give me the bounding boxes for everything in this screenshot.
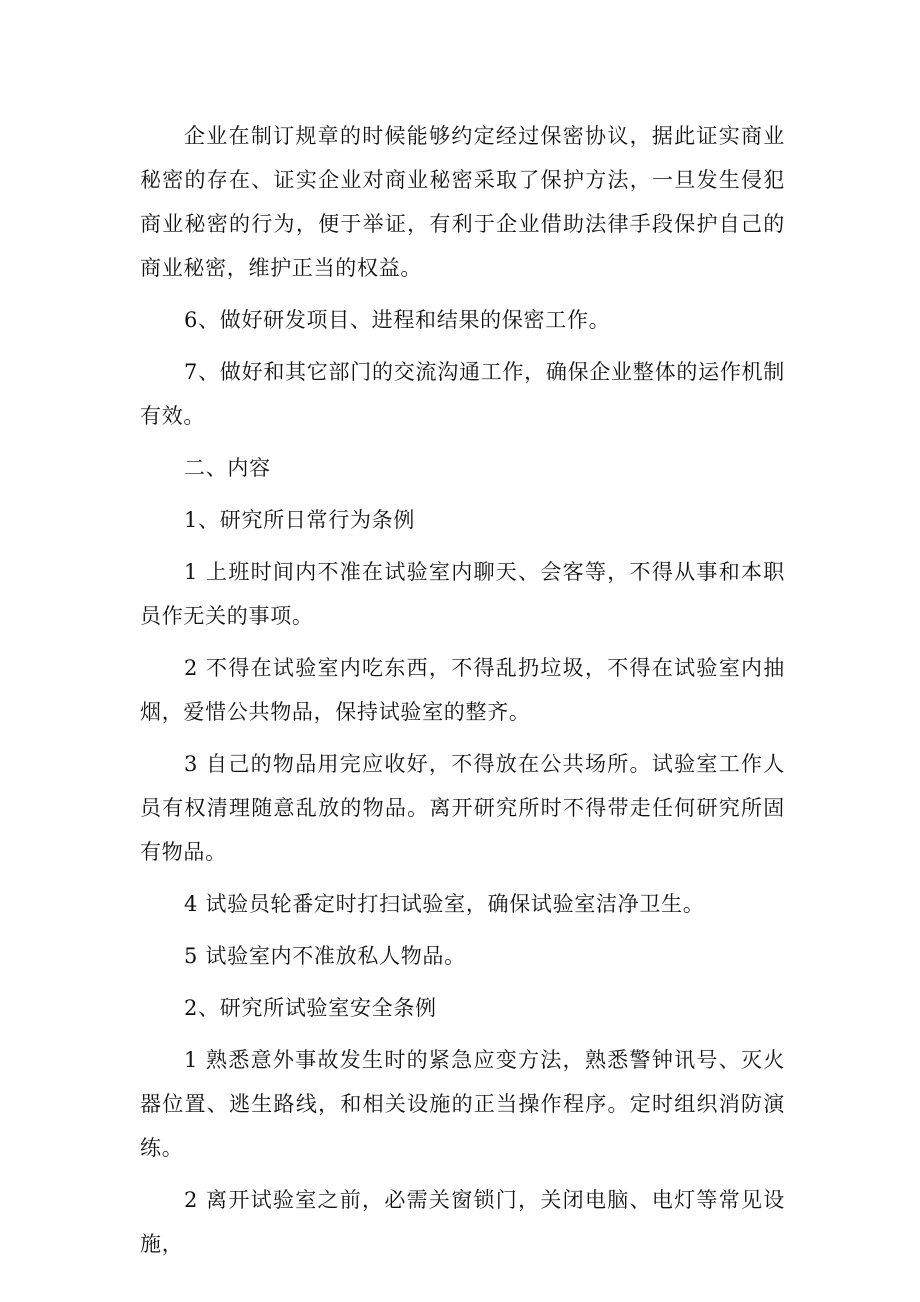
document-body bbox=[140, 114, 785, 1274]
paragraph-item-6: 6、做好研发项目、进程和结果的保密工作。 bbox=[184, 308, 611, 332]
rule-1-work-hours: 1 上班时间内不准在试验室内聊天、会客等，不得从事和本职员作无关的事项。 bbox=[140, 560, 785, 628]
rule-3-personal-items: 3 自己的物品用完应收好，不得放在公共场所。试验室工作人员有权清理随意乱放的物品。离开研究所时不得带走任何研究所固有物品。 bbox=[140, 752, 785, 864]
subheading-daily-conduct: 1、研究所日常行为条例 bbox=[184, 508, 416, 532]
rule-4-cleaning: 4 试验员轮番定时打扫试验室，确保试验室洁净卫生。 bbox=[184, 892, 705, 916]
paragraph-item-7: 7、做好和其它部门的交流沟通工作，确保企业整体的运作机制有效。 bbox=[140, 360, 785, 428]
rule-5-private-items: 5 试验室内不准放私人物品。 bbox=[184, 944, 466, 968]
safety-rule-2-leaving-lab: 2 离开试验室之前，必需关窗锁门，关闭电脑、电灯等常见设施， bbox=[140, 1188, 785, 1256]
rule-2-no-eating: 2 不得在试验室内吃东西，不得乱扔垃圾，不得在试验室内抽烟，爱惜公共物品，保持试验室的整齐。 bbox=[140, 656, 785, 724]
section-heading-content: 二、内容 bbox=[184, 456, 271, 480]
safety-rule-1-emergency: 1 熟悉意外事故发生时的紧急应变方法，熟悉警钟讯号、灭火器位置、逃生路线，和相关设施的正当操作程序。定时组织消防演练。 bbox=[140, 1048, 785, 1160]
subheading-lab-safety: 2、研究所试验室安全条例 bbox=[184, 996, 437, 1020]
paragraph-trade-secret-agreement: 企业在制订规章的时候能够约定经过保密协议，据此证实商业秘密的存在、证实企业对商业秘密采取了保护方法，一旦发生侵犯商业秘密的行为，便于举证，有利于企业借助法律手段保护自己的商业秘密，维护正当的权益。 bbox=[140, 124, 785, 280]
